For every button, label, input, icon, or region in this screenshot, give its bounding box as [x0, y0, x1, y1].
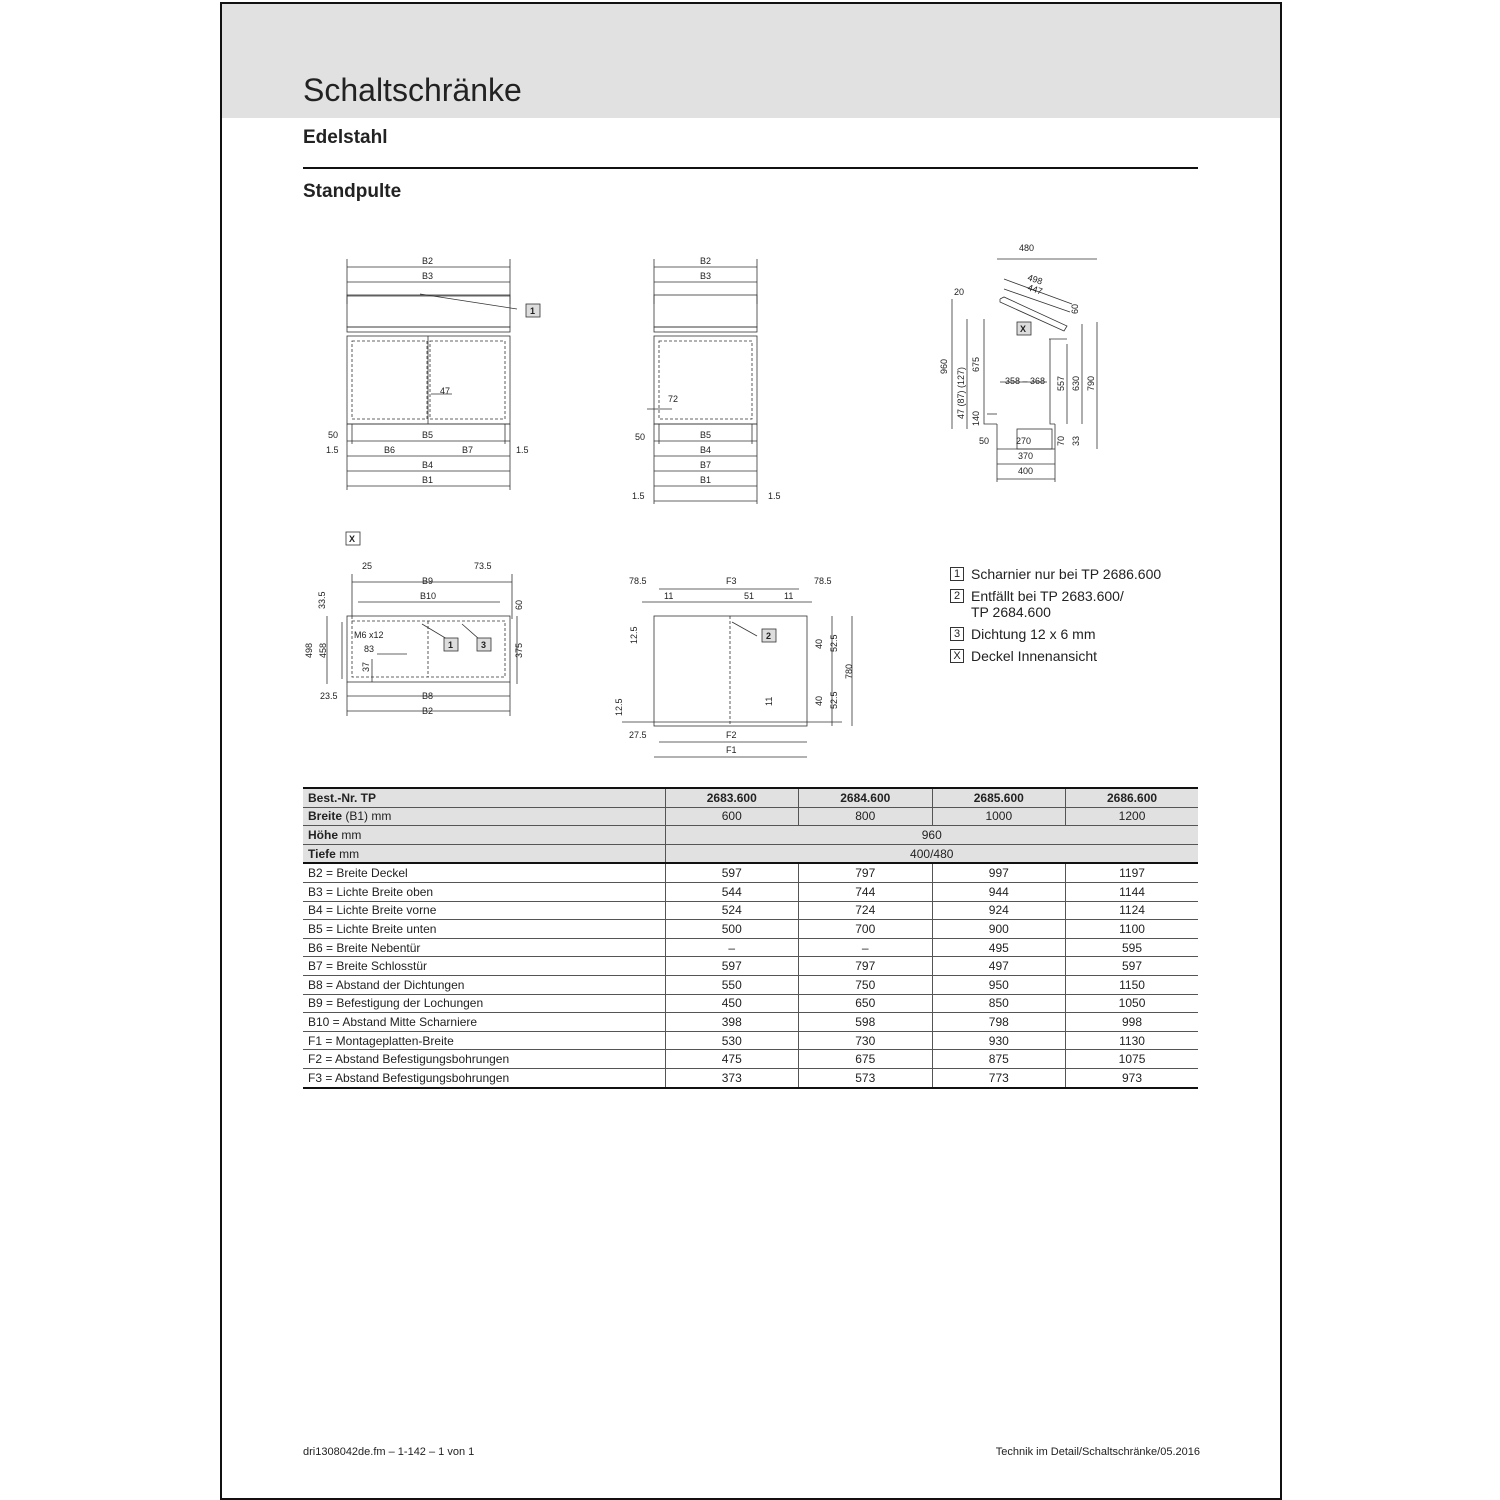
table-row: [303, 1031, 1198, 1050]
dim-73-5: 73.5: [474, 561, 492, 571]
table-cell: 924: [932, 901, 1066, 920]
table-row: [303, 863, 1198, 882]
table-cell: 598: [799, 1013, 933, 1032]
callout-2-plate-label: 2: [766, 631, 772, 641]
header-col-3: 2685.600: [932, 788, 1066, 807]
table-cell: 1100: [1066, 920, 1198, 939]
row-label: B7 = Breite Schlosstür: [303, 957, 665, 976]
table-cell: 597: [665, 863, 799, 882]
row-label: F1 = Montageplatten-Breite: [303, 1031, 665, 1050]
dim-33: 33: [1071, 435, 1081, 446]
table-cell: 730: [799, 1031, 933, 1050]
dim-33-5: 33.5: [317, 591, 327, 609]
legend-key-3: 3: [950, 627, 964, 641]
table-cell: 930: [932, 1031, 1066, 1050]
dim-b7: B7: [462, 445, 474, 455]
callout-x-side-label: X: [1020, 324, 1027, 334]
dim-27-5: 27.5: [629, 730, 647, 740]
row-label: B3 = Lichte Breite oben: [303, 882, 665, 901]
dim-b1: B1: [422, 475, 434, 485]
table-cell: 475: [665, 1050, 799, 1069]
legend-text-2: Entfällt bei TP 2683.600/ TP 2684.600: [971, 588, 1124, 620]
table-cell: 597: [665, 957, 799, 976]
dim-b1-r: B1: [700, 475, 712, 485]
table-row: [303, 957, 1198, 976]
table-cell: 500: [665, 920, 799, 939]
dim-447: 447: [1026, 282, 1044, 297]
table-cell: –: [665, 938, 799, 957]
dim-50-front-r: 50: [635, 432, 646, 442]
table-cell: 1144: [1066, 882, 1198, 901]
dim-72: 72: [668, 394, 679, 404]
header-label: Best.-Nr. TP: [303, 788, 665, 807]
table-cell: 1130: [1066, 1031, 1198, 1050]
row-label: B6 = Breite Nebentür: [303, 938, 665, 957]
table-cell: 997: [932, 863, 1066, 882]
table-cell: 700: [799, 920, 933, 939]
table-cell: 530: [665, 1031, 799, 1050]
dim-675: 675: [971, 356, 981, 372]
table-cell: 495: [932, 938, 1066, 957]
dim-b2-front-r: B2: [700, 256, 712, 266]
header-col-1: 2683.600: [665, 788, 799, 807]
table-cell: 875: [932, 1050, 1066, 1069]
tiefe-value: 400/480: [665, 844, 1198, 863]
table-cell: 675: [799, 1050, 933, 1069]
dim-f3: F3: [726, 576, 737, 586]
dim-140: 140: [971, 410, 981, 426]
dim-52-5-bottom: 52.5: [829, 691, 839, 709]
table-cell: 1124: [1066, 901, 1198, 920]
callout-1-front-label: 1: [530, 306, 536, 316]
table-cell: 550: [665, 975, 799, 994]
table-cell: 798: [932, 1013, 1066, 1032]
row-label: B2 = Breite Deckel: [303, 863, 665, 882]
datasheet-page: [220, 2, 1282, 1500]
header-col-4: 2686.600: [1066, 788, 1198, 807]
legend-item-x: [950, 648, 1161, 664]
table-row: [303, 882, 1198, 901]
table-cell: 1150: [1066, 975, 1198, 994]
mounting-plate-view: [622, 589, 852, 757]
dim-1-5-right-r: 1.5: [768, 491, 781, 501]
table-row-tiefe: [303, 844, 1198, 863]
dim-12-5-top: 12.5: [629, 626, 639, 644]
dim-11-left: 11: [664, 591, 674, 601]
dim-40-top: 40: [814, 638, 824, 649]
dim-557: 557: [1056, 375, 1066, 391]
table-cell: 750: [799, 975, 933, 994]
dim-b8: B8: [422, 691, 434, 701]
legend-text-3: Dichtung 12 x 6 mm: [971, 626, 1096, 642]
footer-right: Technik im Detail/Schaltschränke/05.2016: [995, 1446, 1200, 1458]
dim-630: 630: [1071, 375, 1081, 391]
dim-400: 400: [1018, 466, 1034, 476]
dim-370: 370: [1018, 451, 1034, 461]
table-cell: 998: [1066, 1013, 1198, 1032]
callout-x-lid-label: X: [349, 534, 356, 544]
dim-11-right: 11: [784, 591, 794, 601]
dim-b4-r: B4: [700, 445, 712, 455]
dim-20: 20: [954, 287, 965, 297]
dim-b3-front-r: B3: [700, 271, 712, 281]
legend-item-1: [950, 566, 1161, 582]
table-cell: 1050: [1066, 994, 1198, 1013]
legend: [950, 566, 1161, 670]
label-m6x12: M6 x12: [354, 630, 384, 640]
table-cell: 1197: [1066, 863, 1198, 882]
dim-b4: B4: [422, 460, 434, 470]
table-row: [303, 1068, 1198, 1087]
dim-b6: B6: [384, 445, 396, 455]
header-col-2: 2684.600: [799, 788, 933, 807]
table-cell: 797: [799, 863, 933, 882]
legend-item-3: [950, 626, 1161, 642]
dim-b2-front: B2: [422, 256, 434, 266]
dim-47-87-127: 47 (87) (127): [956, 366, 966, 419]
callout-3-lid-label: 3: [481, 640, 487, 650]
table-cell: 973: [1066, 1068, 1198, 1087]
dim-270: 270: [1016, 436, 1032, 446]
dim-60-side: 60: [1070, 303, 1080, 314]
dim-83: 83: [364, 644, 375, 654]
dim-78-5-left: 78.5: [629, 576, 647, 586]
dim-1-5-right: 1.5: [516, 445, 529, 455]
table-header-row: [303, 788, 1198, 807]
dim-23-5: 23.5: [320, 691, 338, 701]
table-cell: 524: [665, 901, 799, 920]
hoehe-value: 960: [665, 826, 1198, 845]
spec-table: [303, 787, 1198, 1089]
dim-50-side: 50: [979, 436, 990, 446]
table-row: [303, 938, 1198, 957]
dim-47: 47: [440, 386, 451, 396]
dim-780: 780: [844, 663, 854, 679]
dim-b2-lid: B2: [422, 706, 434, 716]
table-cell: 650: [799, 994, 933, 1013]
table-cell: 600: [665, 807, 799, 826]
dim-12-5-bottom: 12.5: [614, 698, 624, 716]
table-cell: 900: [932, 920, 1066, 939]
dim-790: 790: [1086, 375, 1096, 391]
dim-11-bottom: 11: [764, 696, 774, 706]
dim-1-5-left: 1.5: [326, 445, 339, 455]
table-cell: 800: [799, 807, 933, 826]
table-row: [303, 975, 1198, 994]
dim-b10: B10: [420, 591, 437, 601]
dim-78-5-right: 78.5: [814, 576, 832, 586]
table-cell: 1200: [1066, 807, 1198, 826]
table-cell: 744: [799, 882, 933, 901]
table-cell: 1075: [1066, 1050, 1198, 1069]
row-label: B4 = Lichte Breite vorne: [303, 901, 665, 920]
table-cell: 398: [665, 1013, 799, 1032]
table-cell: 497: [932, 957, 1066, 976]
legend-key-2: 2: [950, 589, 964, 603]
dim-b5-r: B5: [700, 430, 712, 440]
dim-51: 51: [744, 591, 755, 601]
table-cell: 373: [665, 1068, 799, 1087]
front-view-double-door: [347, 259, 517, 490]
table-cell: 950: [932, 975, 1066, 994]
dim-40-bottom: 40: [814, 695, 824, 706]
table-cell: 595: [1066, 938, 1198, 957]
dim-50-front: 50: [328, 430, 339, 440]
tiefe-label: Tiefe mm: [303, 844, 665, 863]
dim-60-lid: 60: [514, 599, 524, 610]
table-cell: 544: [665, 882, 799, 901]
legend-key-1: 1: [950, 567, 964, 581]
page-title: Schaltschränke: [303, 72, 522, 108]
dim-37: 37: [361, 661, 371, 672]
dim-70: 70: [1056, 435, 1066, 446]
legend-text-x: Deckel Innenansicht: [971, 648, 1098, 664]
table-cell: 944: [932, 882, 1066, 901]
dim-f1: F1: [726, 745, 737, 755]
table-row: [303, 994, 1198, 1013]
table-cell: 797: [799, 957, 933, 976]
row-label: F2 = Abstand Befestigungsbohrungen: [303, 1050, 665, 1069]
dim-375: 375: [514, 642, 524, 658]
row-label: B9 = Befestigung der Lochungen: [303, 994, 665, 1013]
dim-960: 960: [939, 358, 949, 374]
dim-358-368: 358 – 368: [1005, 376, 1046, 386]
legend-key-x: X: [950, 649, 964, 663]
row-label: B10 = Abstand Mitte Scharniere: [303, 1013, 665, 1032]
table-row: [303, 920, 1198, 939]
footer-left: dri1308042de.fm – 1-142 – 1 von 1: [303, 1446, 475, 1458]
breite-label: Breite (B1) mm: [303, 807, 665, 826]
row-label: F3 = Abstand Befestigungsbohrungen: [303, 1068, 665, 1087]
dim-b3-front: B3: [422, 271, 434, 281]
dim-f2: F2: [726, 730, 737, 740]
table-row-hoehe: [303, 826, 1198, 845]
dim-498-lid: 498: [304, 642, 314, 658]
hoehe-label: Höhe mm: [303, 826, 665, 845]
dim-25: 25: [362, 561, 373, 571]
table-cell: 850: [932, 994, 1066, 1013]
table-row: [303, 1013, 1198, 1032]
table-row: [303, 901, 1198, 920]
table-cell: 597: [1066, 957, 1198, 976]
dim-458: 458: [318, 642, 328, 658]
table-cell: 724: [799, 901, 933, 920]
legend-item-2: [950, 588, 1161, 620]
table-cell: 773: [932, 1068, 1066, 1087]
row-label: B8 = Abstand der Dichtungen: [303, 975, 665, 994]
table-cell: 450: [665, 994, 799, 1013]
dim-b7-r: B7: [700, 460, 712, 470]
dim-498-side: 498: [1026, 272, 1044, 287]
table-cell: –: [799, 938, 933, 957]
page-subtitle: Edelstahl: [303, 127, 388, 148]
row-label: B5 = Lichte Breite unten: [303, 920, 665, 939]
table-row: [303, 1050, 1198, 1069]
table-cell: 1000: [932, 807, 1066, 826]
table-row-breite: [303, 807, 1198, 826]
legend-text-1: Scharnier nur bei TP 2686.600: [971, 566, 1162, 582]
callout-1-lid-label: 1: [448, 640, 454, 650]
section-title: Standpulte: [303, 181, 402, 202]
table-cell: 573: [799, 1068, 933, 1087]
dim-b5: B5: [422, 430, 434, 440]
dim-b9: B9: [422, 576, 434, 586]
dim-52-5-top: 52.5: [829, 634, 839, 652]
dim-480: 480: [1019, 243, 1035, 253]
dim-1-5-left-r: 1.5: [632, 491, 645, 501]
